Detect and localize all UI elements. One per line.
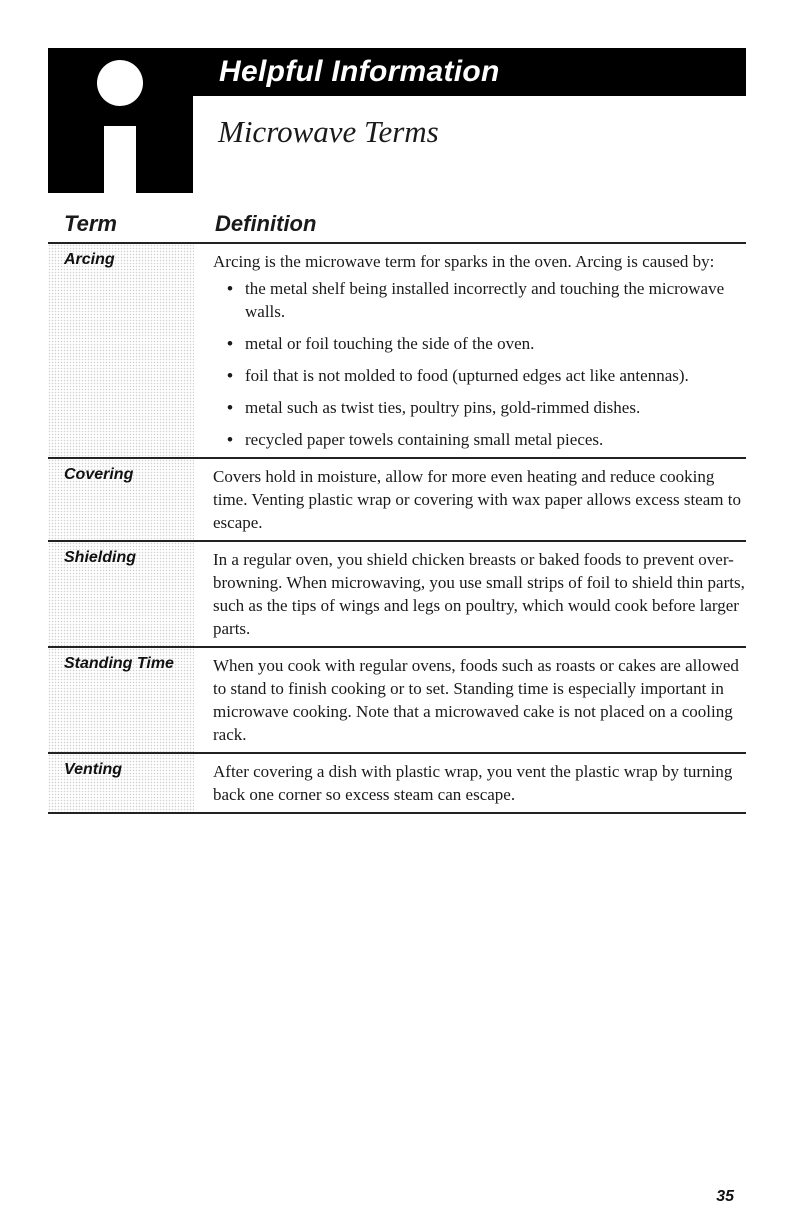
definition-cell (213, 754, 746, 812)
bullet-list (213, 277, 746, 451)
definition-text: After covering a dish with plastic wrap, you vent the plastic wrap by turning back one corner so excess steam can escape. (213, 762, 733, 804)
info-icon (48, 48, 193, 193)
term-label: Covering (64, 466, 134, 483)
bullet-item: • metal or foil touching the side of the oven. (213, 332, 746, 355)
bullet-item: • metal such as twist ties, poultry pins, gold-rimmed dishes. (213, 396, 746, 419)
definition-text: In a regular oven, you shield chicken breasts or baked foods to prevent over-browning. When microwaving, you use small strips of foil to shield thin parts, such as the tips of wings and legs on poultry, which would cook before larger parts. (213, 550, 745, 638)
table-row (48, 754, 746, 814)
term-label: Venting (64, 761, 123, 778)
table-row (48, 459, 746, 542)
term-cell (48, 542, 194, 646)
definition-text: Covers hold in moisture, allow for more even heating and reduce cooking time. Venting plastic wrap or covering with wax paper allows excess steam to escape. (213, 467, 741, 532)
term-column-header: Term (64, 211, 117, 236)
page-subtitle: Microwave Terms (218, 114, 439, 149)
definition-cell (213, 648, 746, 752)
definition-text: Arcing is the microwave term for sparks in the oven. Arcing is caused by: (213, 252, 715, 271)
page-number: 35 (716, 1188, 734, 1205)
definition-cell (213, 244, 746, 457)
table-header (48, 205, 746, 244)
section-title: Helpful Information (219, 55, 500, 88)
term-cell (48, 459, 194, 540)
definition-cell (213, 459, 746, 540)
definition-column-header: Definition (215, 211, 317, 236)
term-label: Arcing (64, 251, 115, 268)
term-cell (48, 244, 194, 457)
definition-text: When you cook with regular ovens, foods such as roasts or cakes are allowed to stand to finish cooking or to set. Standing time is especially important in microwave cooking. Note that a microwaved cake is not placed on a cooling rack. (213, 656, 739, 744)
bullet-item: • foil that is not molded to food (upturned edges act like antennas). (213, 364, 746, 387)
header-bar (193, 48, 746, 96)
bullet-item: • the metal shelf being installed incorrectly and touching the microwave walls. (213, 277, 746, 323)
term-cell (48, 754, 194, 812)
definition-cell (213, 542, 746, 646)
table-row (48, 542, 746, 648)
table-row (48, 648, 746, 754)
term-label: Shielding (64, 549, 136, 566)
info-icon-dot (97, 60, 143, 106)
bullet-item: • recycled paper towels containing small metal pieces. (213, 428, 746, 451)
table-row (48, 244, 746, 459)
term-label: Standing Time (64, 655, 174, 672)
terms-table (48, 205, 746, 814)
term-cell (48, 648, 194, 752)
